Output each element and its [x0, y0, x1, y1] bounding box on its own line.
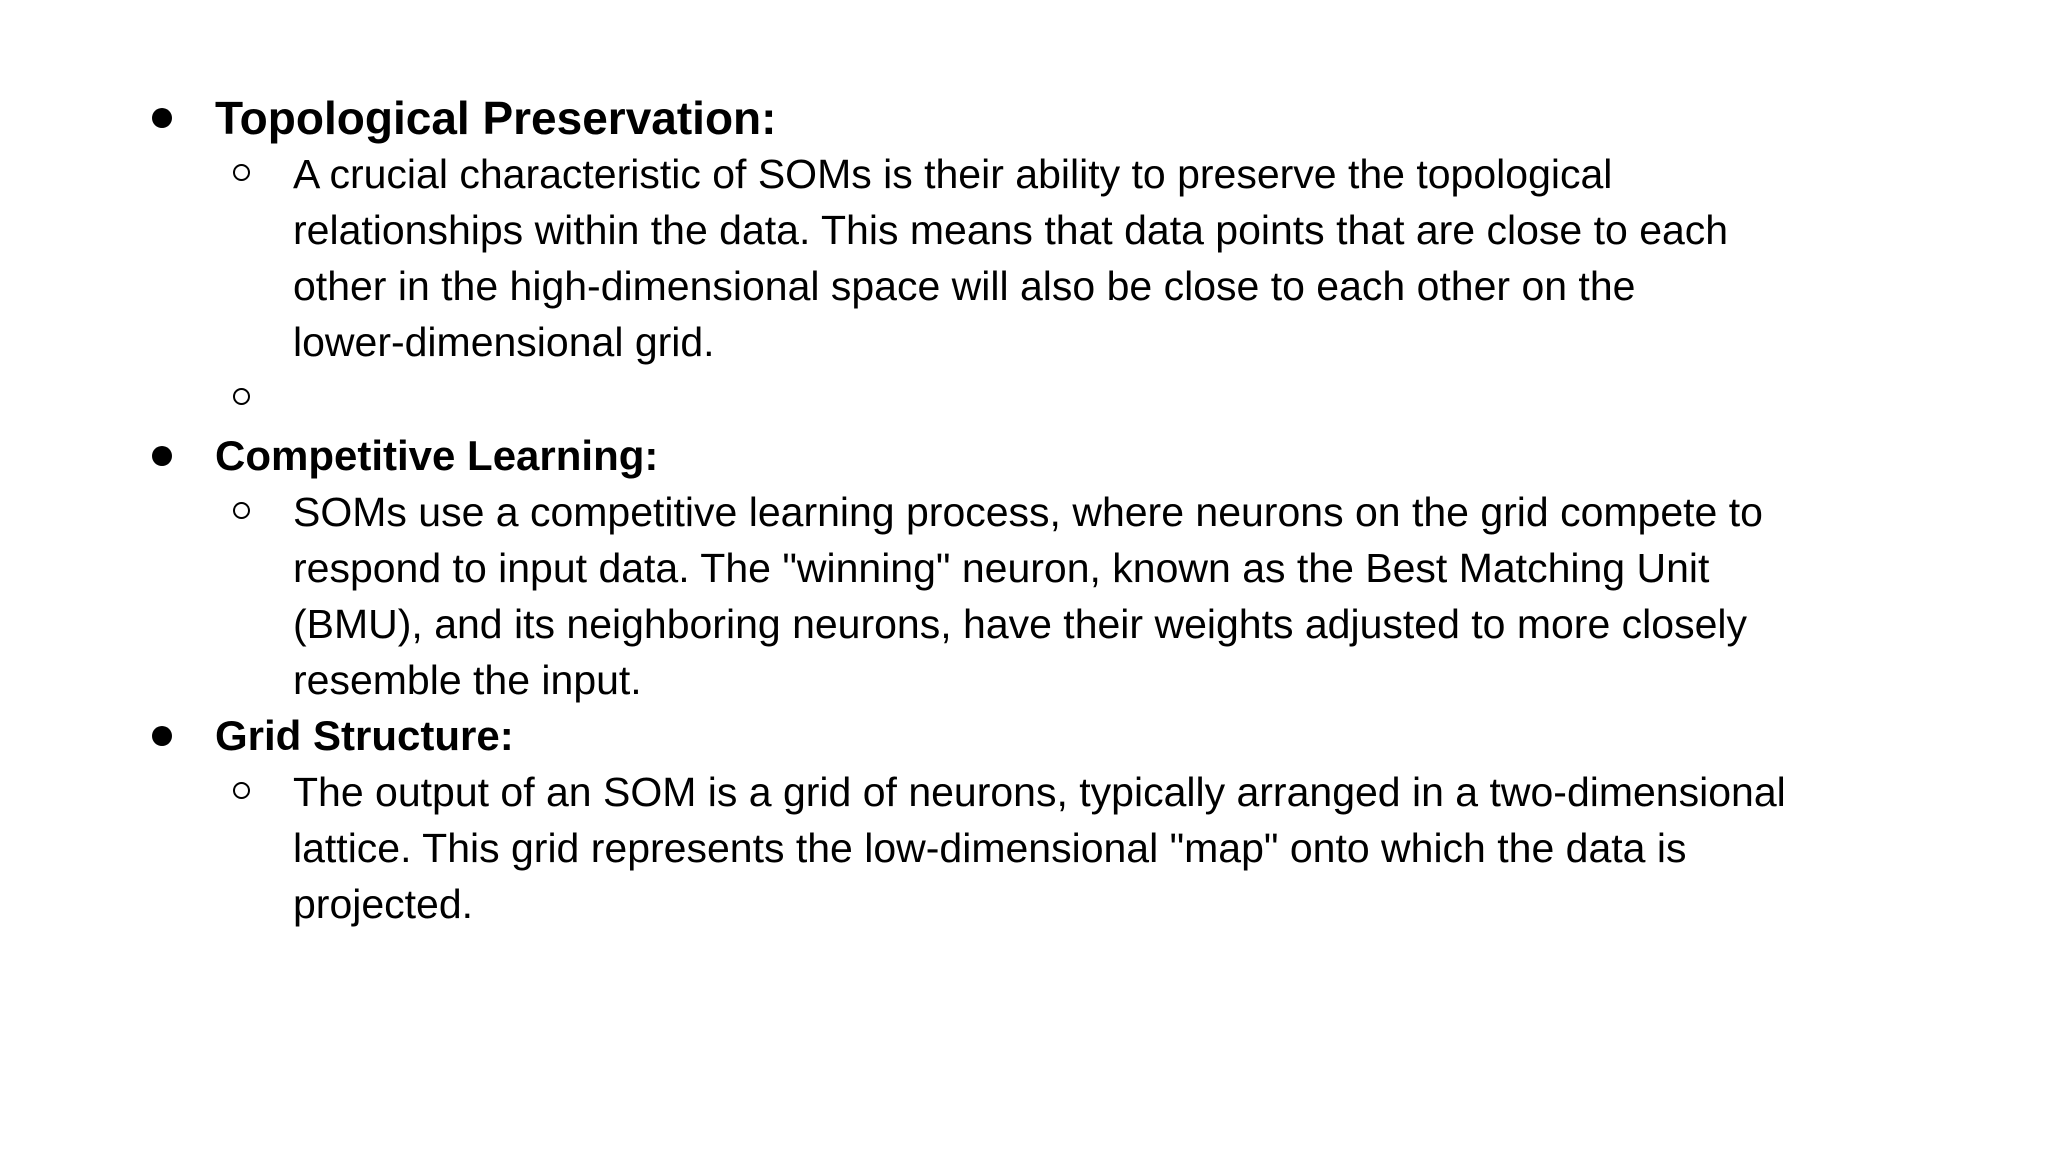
bullet-item-heading	[0, 428, 2048, 484]
text-line: SOMs use a competitive learning process, where neurons on the grid compete to	[293, 489, 1763, 535]
text-line: (BMU), and its neighboring neurons, have their weights adjusted to more closely	[293, 601, 1747, 647]
hollow-bullet-icon	[233, 388, 250, 405]
text-line: A crucial characteristic of SOMs is their ability to preserve the topological	[293, 151, 1613, 197]
text-line: lower-dimensional grid.	[293, 319, 715, 365]
text-line: respond to input data. The "winning" neuron, known as the Best Matching Unit	[293, 545, 1710, 591]
filled-bullet-icon	[152, 726, 172, 746]
bullet-item-heading	[0, 90, 2048, 146]
text-line: projected.	[293, 881, 474, 927]
sub-bullet-item	[0, 764, 2048, 932]
text-line: The output of an SOM is a grid of neurons, typically arranged in a two-dimensional	[293, 769, 1786, 815]
text-line: relationships within the data. This means that data points that are close to each	[293, 207, 1729, 253]
section-heading: Competitive Learning:	[215, 432, 659, 479]
section-grid-structure	[0, 708, 2048, 932]
hollow-bullet-icon	[233, 502, 250, 519]
filled-bullet-icon	[152, 108, 172, 128]
sub-bullet-text	[293, 484, 1893, 708]
filled-bullet-icon	[152, 446, 172, 466]
bullet-item-heading	[0, 708, 2048, 764]
section-heading: Topological Preservation:	[215, 92, 777, 144]
sub-bullet-item	[0, 484, 2048, 708]
section-competitive-learning	[0, 428, 2048, 708]
hollow-bullet-icon	[233, 782, 250, 799]
sub-bullet-text	[293, 764, 1893, 932]
sub-bullet-item	[0, 146, 2048, 370]
sub-bullet-item-empty	[0, 370, 2048, 426]
hollow-bullet-icon	[233, 164, 250, 181]
section-topological-preservation	[0, 90, 2048, 426]
text-line: lattice. This grid represents the low-dimensional "map" onto which the data is	[293, 825, 1687, 871]
text-line: other in the high-dimensional space will also be close to each other on the	[293, 263, 1636, 309]
section-heading: Grid Structure:	[215, 712, 514, 759]
text-line: resemble the input.	[293, 657, 642, 703]
sub-bullet-text	[293, 146, 1893, 370]
